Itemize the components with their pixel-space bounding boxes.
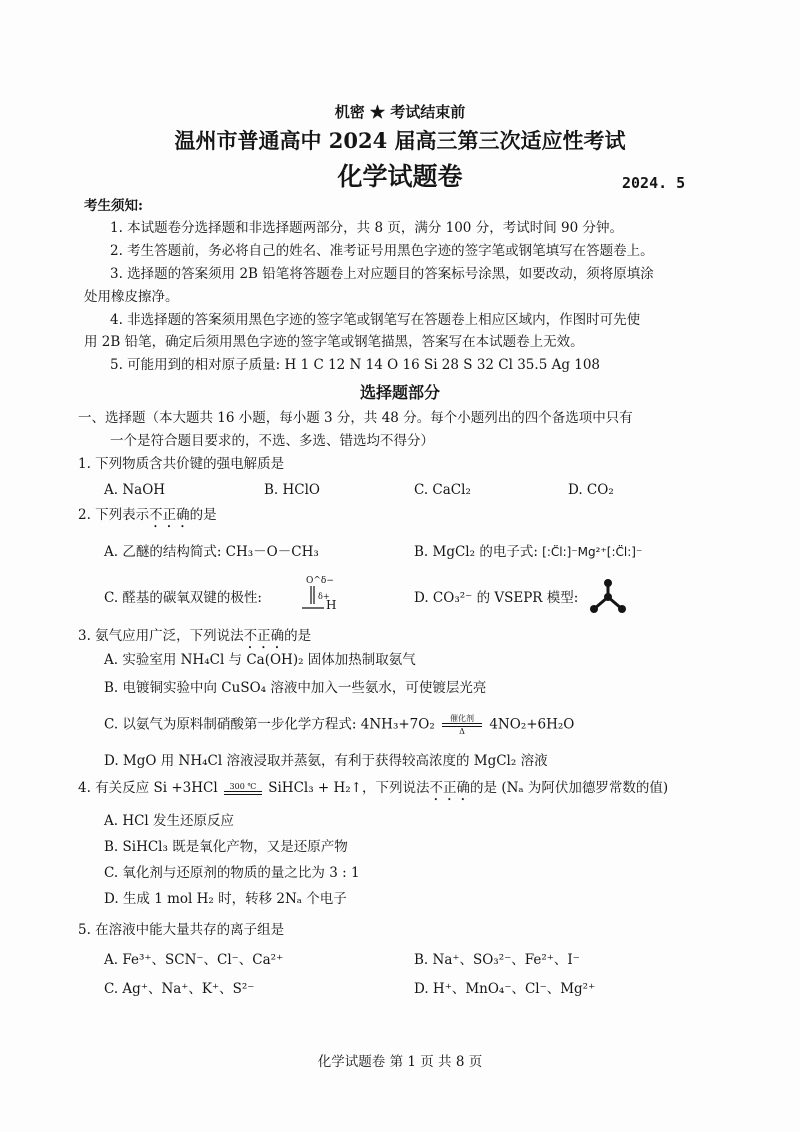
question-1-stem: 1. 下列物质含共价键的强电解质是 [78, 456, 285, 472]
question-5-option-a: A. Fe³⁺、SCN⁻、Cl⁻、Ca²⁺ [104, 952, 284, 968]
question-3-option-d: D. MgO 用 NH₄Cl 溶液浸取并蒸氨，有利于获得较高浓度的 MgCl₂ 溶液 [104, 753, 548, 769]
question-4-option-d: D. 生成 1 mol H₂ 时，转移 2Nₐ 个电子 [104, 891, 347, 907]
emphasis-text: 不正确 [429, 780, 471, 796]
question-5-option-c: C. Ag⁺、Na⁺、K⁺、S²⁻ [104, 981, 255, 997]
aldehyde-polarity-diagram: O^δ− δ+ H [290, 572, 360, 616]
notice-item: 2. 考生答题前，务必将自己的姓名、准考证号用黑色字迹的签字笔或钢笔填写在答题卷上。 [110, 243, 654, 259]
question-4-option-a: A. HCl 发生还原反应 [104, 813, 235, 829]
question-2-option-c: C. 醛基的碳氧双键的极性: [104, 590, 262, 606]
emphasis-text: 不正确 [149, 507, 190, 523]
mgcl2-electron-formula: [:C̈l:]⁻Mg²⁺[:C̈l:]⁻ [542, 545, 643, 559]
notice-item: 4. 非选择题的答案须用黑色字迹的签字笔或钢笔写在答题卷上相应区域内，作图时可先使 [110, 312, 641, 328]
vsepr-trigonal-planar-model [586, 578, 630, 616]
question-5-option-d: D. H⁺、MnO₄⁻、Cl⁻、Mg²⁺ [414, 981, 596, 997]
subject-title: 化学试题卷 [337, 162, 463, 191]
question-4-option-c: C. 氧化剂与还原剂的物质的量之比为 3 : 1 [104, 865, 360, 881]
question-5-option-b: B. Na⁺、SO₃²⁻、Fe²⁺、I⁻ [414, 952, 580, 968]
question-5-stem: 5. 在溶液中能大量共存的离子组是 [78, 922, 285, 938]
notice-item: 5. 可能用到的相对原子质量: H 1 C 12 N 14 O 16 Si 28 S 32 Cl 35.5 Ag 108 [110, 357, 601, 373]
section-intro: 一个是符合题目要求的，不选、多选、错选均不得分） [110, 433, 434, 449]
question-1-option-c: C. CaCl₂ [414, 482, 471, 498]
notice-item: 用 2B 铅笔，确定后须用黑色字迹的签字笔或钢笔描黑，答案写在本试题卷上无效。 [84, 334, 584, 350]
exam-title: 温州市普通高中 2024 届高三第三次适应性考试 [174, 128, 626, 153]
question-2-option-d: D. CO₃²⁻ 的 VSEPR 模型: [414, 590, 579, 606]
section-intro: 一、选择题（本大题共 16 小题，每小题 3 分，共 48 分。每个小题列出的四个备选项中只有 [78, 410, 633, 426]
question-2-option-a: A. 乙醚的结构简式: CH₃－O－CH₃ [104, 544, 319, 560]
reaction-condition-arrow: 300 ℃ [224, 782, 262, 795]
question-2-option-b: B. MgCl₂ 的电子式: [:C̈l:]⁻Mg²⁺[:C̈l:]⁻ [414, 544, 643, 560]
notice-item: 1. 本试题卷分选择题和非选择题两部分，共 8 页，满分 100 分，考试时间 90 分钟。 [110, 220, 623, 236]
question-4-stem: 4. 有关反应 Si +3HCl 300 ℃ SiHCl₃ + H₂↑，下列说法不正确的是 (Nₐ 为阿伏加德罗常数的值) [78, 780, 669, 796]
exam-date: 2024. 5 [622, 174, 686, 192]
question-3-option-c: C. 以氨气为原料制硝酸第一步化学方程式: 4NH₃+7O₂ 催化剂 Δ 4NO₂+6H₂O [104, 714, 575, 736]
question-1-option-d: D. CO₂ [568, 482, 614, 498]
question-1-option-a: A. NaOH [104, 482, 166, 498]
notice-heading: 考生须知: [84, 198, 143, 214]
question-3-stem: 3. 氨气应用广泛，下列说法不正确的是 [78, 628, 312, 644]
notice-item: 3. 选择题的答案须用 2B 铅笔将答题卷上对应题目的答案标号涂黑，如要改动，须将原填涂 [110, 266, 654, 282]
question-2-stem: 2. 下列表示不正确的是 [78, 507, 217, 523]
notice-item: 处用橡皮擦净。 [84, 289, 179, 305]
confidential-label: 机密 ★ 考试结束前 [334, 103, 466, 121]
question-1-option-b: B. HClO [264, 482, 320, 498]
page-footer: 化学试题卷 第 1 页 共 8 页 [317, 1054, 483, 1070]
reaction-condition-arrow: 催化剂 Δ [442, 714, 482, 736]
question-3-option-b: B. 电镀铜实验中向 CuSO₄ 溶液中加入一些氨水，可使镀层光亮 [104, 680, 487, 696]
question-4-option-b: B. SiHCl₃ 既是氧化产物，又是还原产物 [104, 839, 348, 855]
section-title: 选择题部分 [359, 383, 440, 402]
question-3-option-a: A. 实验室用 NH₄Cl 与 Ca(OH)₂ 固体加热制取氨气 [104, 652, 416, 668]
emphasis-text: 不正确 [243, 628, 285, 644]
